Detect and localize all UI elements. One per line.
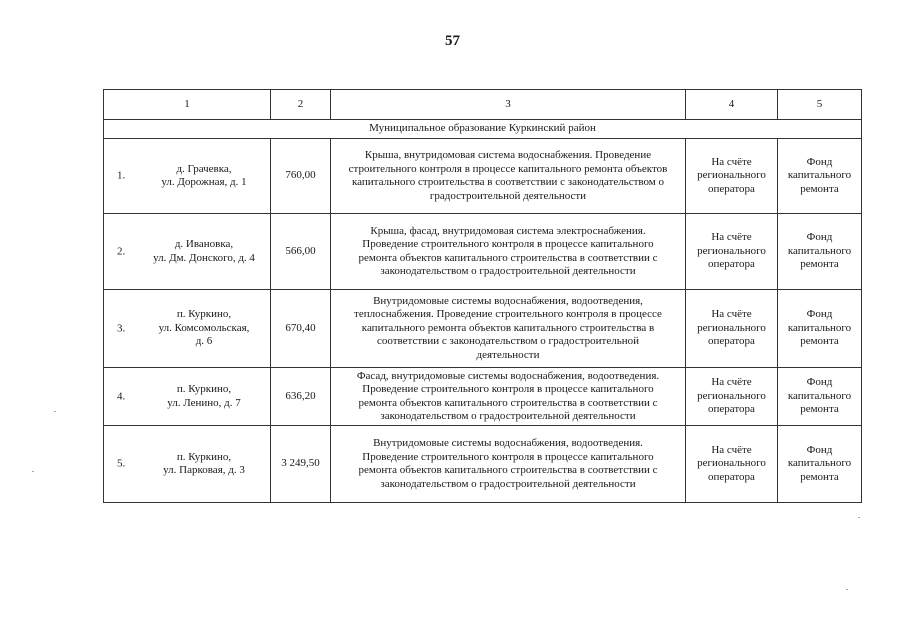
district-title: Муниципальное образование Куркинский район: [104, 120, 862, 139]
fund-line: Фонд: [806, 443, 833, 456]
row-number: 2.: [117, 244, 126, 257]
account-line: На счёте: [711, 443, 752, 456]
table-row: [104, 368, 862, 426]
work-line: строительного контроля в процессе капитального ремонта объектов: [348, 162, 668, 175]
work-line: Крыша, внутридомовая система водоснабжения. Проведение: [364, 149, 652, 161]
fund-line: ремонта: [800, 182, 839, 195]
fund-line: ремонта: [800, 470, 839, 483]
work-line: деятельности: [476, 348, 540, 361]
table-row: [104, 139, 862, 214]
work-line: Внутридомовые системы водоснабжения, водоотведения.: [373, 437, 643, 449]
work-line: теплоснабжения. Проведение строительного контроля в процессе: [354, 308, 662, 321]
address-line: ул. Комсомольская,: [158, 321, 250, 334]
account-line: На счёте: [711, 376, 752, 389]
fund-line: Фонд: [806, 308, 833, 321]
account-cell: [686, 426, 778, 503]
fund-line: капитального: [787, 244, 852, 257]
fund-cell: [778, 139, 862, 214]
address-cell: [104, 426, 271, 503]
header-cell-4: 4: [686, 90, 778, 120]
work-line: ремонта объектов капитального строительства в соответствии с: [358, 396, 658, 409]
capital-repair-table: [103, 89, 862, 503]
page-number: 57: [445, 33, 460, 49]
fund-cell: [778, 290, 862, 368]
account-line: регионального: [697, 169, 766, 182]
address-line: ул. Парковая, д. 3: [163, 464, 245, 476]
address-line: ул. Дорожная, д. 1: [161, 176, 247, 188]
work-description-cell: [331, 290, 686, 368]
account-line: оператора: [708, 258, 755, 271]
address-line: ул. Дм. Донского, д. 4: [153, 251, 255, 264]
address-line: ул. Ленино, д. 7: [167, 396, 241, 409]
table-row: [104, 426, 862, 503]
header-cell-1: 1: [104, 90, 271, 120]
scan-speck: [858, 517, 860, 518]
amount-cell: 3 249,50: [271, 426, 331, 503]
address-line: п. Куркино,: [176, 383, 232, 395]
address-cell: [104, 368, 271, 426]
work-line: законодательством о градостроительной деятельности: [380, 410, 636, 422]
row-number: 1.: [117, 169, 126, 182]
fund-line: капитального: [787, 169, 852, 182]
table-row: [104, 290, 862, 368]
scan-speck: [54, 411, 56, 412]
fund-line: Фонд: [806, 231, 833, 244]
account-line: регионального: [697, 457, 766, 470]
account-line: оператора: [708, 470, 755, 483]
account-cell: [686, 214, 778, 290]
account-cell: [686, 368, 778, 426]
account-line: На счёте: [711, 308, 752, 321]
fund-line: капитального: [787, 389, 852, 402]
fund-cell: [778, 368, 862, 426]
amount-cell: 760,00: [271, 139, 331, 214]
header-cell-3: 3: [331, 90, 686, 120]
work-line: ремонта объектов капитального строительства в соответствии с: [358, 251, 658, 264]
work-line: капитального строительства в соответствии с законодательством о: [351, 176, 665, 188]
scan-speck: [32, 471, 34, 472]
header-cell-5: 5: [778, 90, 862, 120]
header-cell-2: 2: [271, 90, 331, 120]
work-line: Крыша, фасад, внутридомовая система электроснабжения.: [370, 224, 646, 237]
account-line: регионального: [697, 244, 766, 257]
fund-line: капитального: [787, 321, 852, 334]
account-line: На счёте: [711, 155, 752, 168]
account-line: оператора: [708, 182, 755, 195]
address-line: д. 6: [195, 335, 213, 348]
work-line: соответствии с законодательством о градостроительной: [376, 335, 639, 348]
district-row: [104, 120, 862, 139]
account-line: оператора: [708, 403, 755, 416]
amount-cell: 636,20: [271, 368, 331, 426]
address-cell: [104, 139, 271, 214]
fund-cell: [778, 426, 862, 503]
account-line: На счёте: [711, 231, 752, 244]
fund-line: ремонта: [800, 335, 839, 348]
fund-line: Фонд: [806, 155, 833, 168]
fund-line: ремонта: [800, 258, 839, 271]
row-number: 3.: [117, 321, 126, 334]
address-line: д. Ивановка,: [174, 238, 234, 250]
work-line: Проведение строительного контроля в процессе капитального: [362, 383, 654, 395]
work-description-cell: [331, 368, 686, 426]
work-line: ремонта объектов капитального строительства в соответствии с: [358, 464, 658, 476]
address-line: д. Грачевка,: [176, 162, 232, 175]
work-line: законодательством о градостроительной деятельности: [380, 265, 636, 277]
work-line: Внутридомовые системы водоснабжения, водоотведения,: [373, 294, 643, 307]
work-line: градостроительной деятельности: [429, 189, 587, 202]
header-row: [104, 90, 862, 120]
account-line: оператора: [708, 335, 755, 348]
row-number: 4.: [117, 389, 126, 402]
scan-speck: [846, 589, 848, 590]
account-line: регионального: [697, 321, 766, 334]
address-cell: [104, 214, 271, 290]
work-description-cell: [331, 214, 686, 290]
work-line: законодательством о градостроительной деятельности: [380, 477, 636, 490]
fund-line: Фонд: [806, 376, 833, 389]
address-cell: [104, 290, 271, 368]
work-line: капитального ремонта объектов капитального строительства в: [361, 321, 655, 334]
account-cell: [686, 139, 778, 214]
work-description-cell: [331, 139, 686, 214]
work-line: Проведение строительного контроля в процессе капитального: [362, 238, 654, 250]
fund-cell: [778, 214, 862, 290]
row-number: 5.: [117, 457, 126, 470]
address-line: п. Куркино,: [176, 450, 232, 463]
amount-cell: 670,40: [271, 290, 331, 368]
address-line: п. Куркино,: [176, 308, 232, 321]
account-line: регионального: [697, 389, 766, 402]
work-line: Проведение строительного контроля в процессе капитального: [362, 450, 654, 463]
account-cell: [686, 290, 778, 368]
table-row: [104, 214, 862, 290]
fund-line: ремонта: [800, 403, 839, 416]
fund-line: капитального: [787, 457, 852, 470]
work-line: Фасад, внутридомовые системы водоснабжения, водоотведения.: [356, 369, 660, 382]
work-description-cell: [331, 426, 686, 503]
amount-cell: 566,00: [271, 214, 331, 290]
